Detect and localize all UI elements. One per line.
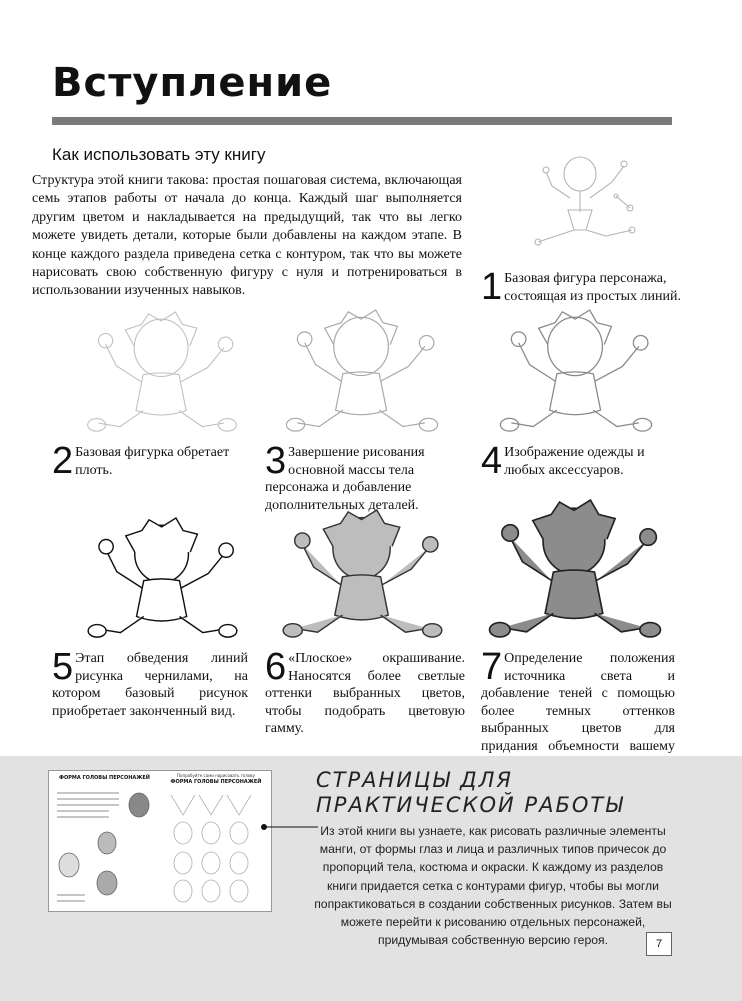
page-number: 7 bbox=[646, 932, 672, 956]
step-6-caption bbox=[265, 646, 465, 738]
detail-sketch bbox=[282, 310, 442, 432]
volume-sketch bbox=[82, 312, 242, 432]
step-2-number: 2 bbox=[52, 440, 74, 482]
step-2-caption bbox=[52, 440, 252, 482]
title-underline-bar bbox=[52, 117, 672, 125]
thumbnail-right-subheading: Попробуйте сами нарисовать голову bbox=[177, 773, 255, 778]
step-3-text: Завершение рисования основной массы тела персонажа и добавление дополнительных деталей. bbox=[265, 445, 425, 513]
stick-figure-sketch bbox=[520, 152, 650, 252]
step-1-text: Базовая фигура персонажа, состоящая из простых линий. bbox=[504, 271, 682, 304]
step-3-caption bbox=[265, 440, 465, 514]
pointer-line bbox=[260, 822, 320, 832]
step-3-number: 3 bbox=[265, 440, 287, 482]
section-subtitle: Как использовать эту книгу bbox=[52, 145, 266, 164]
step-4-number: 4 bbox=[481, 440, 503, 482]
step-5-number: 5 bbox=[52, 646, 74, 688]
shaded-drawing bbox=[490, 500, 660, 638]
step-6-text: «Плоское» окрашивание. Наносятся более светлые оттенки выбранных цветов, чтобы подобрать цветовую гамму. bbox=[265, 651, 465, 736]
intro-paragraph: Структура этой книги такова: простая пошаговая система, включающая семь этапов работы от начала до конца. Каждый шаг выполняется другим цветом и накладывается на предыдущий, так что вы легко можете увидеть детали, которые были добавлены на каждом этапе. В конце каждого раздела приведена сетка с контуром, так что вы можете нарисовать свою собственную фигуру с нуля и потренироваться в использовании изученных навыков. bbox=[32, 173, 462, 299]
step-7-caption bbox=[481, 646, 675, 773]
clothing-sketch bbox=[496, 310, 656, 432]
thumbnail-right-page bbox=[161, 771, 271, 911]
practice-pages-thumbnail bbox=[48, 770, 272, 912]
inked-drawing bbox=[80, 518, 245, 638]
flat-color-drawing bbox=[280, 510, 445, 638]
practice-body: Из этой книги вы узнаете, как рисовать различные элементы манги, от формы глаз и лица и различных типов причесок до пропорций тела, костюма и окраски. К каждому из разделов книги придается сетка с контурами фигур, чтобы вы могли попрактиковаться в создании собственных рисунков. Затем вы можете перейти к рисованию отдельных персонажей, придумывая собственную версию героя. bbox=[314, 824, 672, 948]
step-5-caption bbox=[52, 646, 248, 720]
step-7-text: Определение положения источника света и добавление теней с помощью более темных оттенков выбранных цветов для придания объемности вашему bbox=[481, 651, 675, 754]
step-1-caption bbox=[481, 266, 701, 308]
thumbnail-left-page bbox=[49, 771, 159, 911]
step-2-text: Базовая фигурка обретает плоть. bbox=[75, 445, 230, 478]
thumbnail-left-heading: ФОРМА ГОЛОВЫ ПЕРСОНАЖЕЙ bbox=[59, 775, 150, 781]
thumbnail-right-heading: ФОРМА ГОЛОВЫ ПЕРСОНАЖЕЙ bbox=[170, 779, 262, 785]
step-4-text: Изображение одежды и любых аксессуаров. bbox=[504, 445, 645, 478]
page-title: Вступление bbox=[52, 60, 333, 106]
step-1-number: 1 bbox=[481, 266, 503, 308]
step-6-number: 6 bbox=[265, 646, 287, 688]
step-7-number: 7 bbox=[481, 646, 503, 688]
practice-title: СТРАНИЦЫ ДЛЯ ПРАКТИЧЕСКОЙ РАБОТЫ bbox=[316, 768, 625, 817]
step-4-caption bbox=[481, 440, 681, 482]
step-5-text: Этап обведения линий рисунка чернилами, на котором базовый рисунок приобретает законченный вид. bbox=[52, 651, 248, 719]
